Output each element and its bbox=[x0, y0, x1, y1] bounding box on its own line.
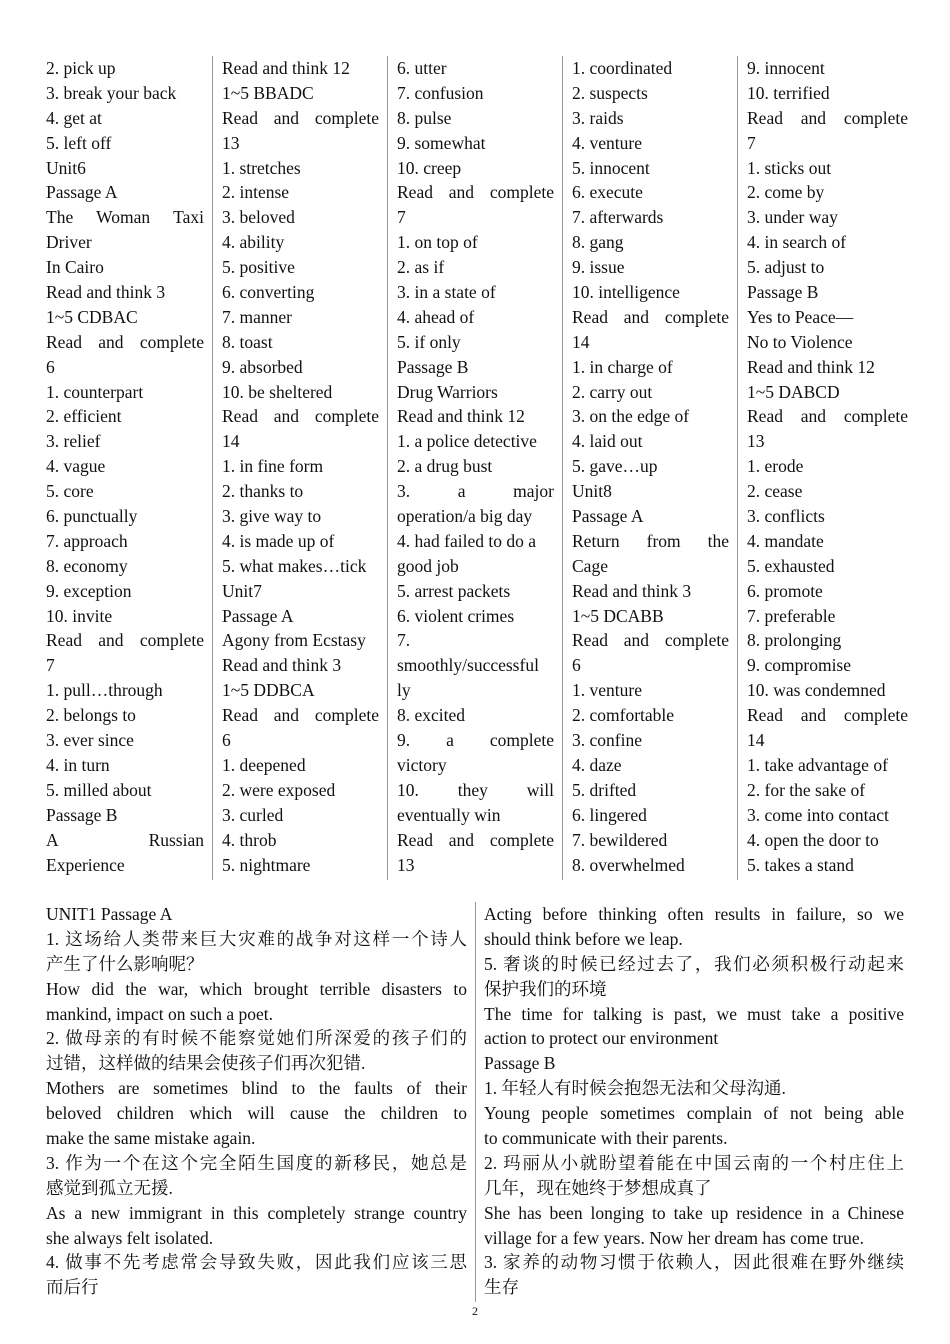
answer-line: 4. ability bbox=[222, 232, 285, 253]
answer-line: 2. efficient bbox=[46, 406, 122, 427]
answer-line: A Russian bbox=[46, 829, 204, 850]
answer-line: Passage B bbox=[46, 804, 118, 825]
answer-column-2 bbox=[212, 56, 387, 880]
answer-line: 2. come by bbox=[747, 182, 825, 203]
translation-column-left bbox=[37, 902, 475, 1302]
answer-line: Read and think 12 bbox=[222, 58, 350, 78]
translation-column-right bbox=[475, 902, 916, 1302]
answer-line: 2. pick up bbox=[46, 58, 116, 78]
answer-line: Read and complete bbox=[747, 406, 908, 427]
answer-line: 14 bbox=[747, 730, 765, 751]
answer-line: 3. relief bbox=[46, 431, 101, 452]
translation-line: Mothers are sometimes blind to the faults of their bbox=[46, 1078, 467, 1099]
answer-line: 7 bbox=[397, 207, 406, 228]
answer-line: 5. innocent bbox=[572, 157, 650, 178]
answer-line: Experience bbox=[46, 854, 125, 875]
answer-line: 7. confusion bbox=[397, 82, 484, 103]
answer-line: 13 bbox=[747, 431, 765, 452]
answer-line: 8. pulse bbox=[397, 107, 452, 128]
answer-line: Read and think 3 bbox=[46, 282, 166, 303]
answer-line: 10. they will bbox=[397, 779, 554, 800]
answer-line: 5. positive bbox=[222, 257, 295, 278]
answer-line: 1~5 BBADC bbox=[222, 82, 314, 103]
answer-line: Read and complete bbox=[397, 182, 554, 203]
translation-section bbox=[37, 902, 916, 1302]
translation-line: Acting before thinking often results in failure, so we bbox=[484, 904, 904, 924]
translation-line: How did the war, which brought terrible disasters to bbox=[46, 978, 467, 999]
answer-line: 4. daze bbox=[572, 754, 622, 775]
answer-line: 2. carry out bbox=[572, 381, 653, 402]
answer-line: 2. thanks to bbox=[222, 481, 304, 502]
answer-line: 1. a police detective bbox=[397, 431, 537, 452]
answer-line: 9. exception bbox=[46, 580, 132, 601]
translation-line: action to protect our environment bbox=[484, 1028, 719, 1049]
answer-line: 2. intense bbox=[222, 182, 290, 203]
translation-line: 1. 这场给人类带来巨大灾难的战争对这样一个诗人 bbox=[46, 928, 467, 949]
answer-line: 9. absorbed bbox=[222, 356, 303, 377]
answer-line: 3. give way to bbox=[222, 506, 322, 527]
answer-line: 5. takes a stand bbox=[747, 854, 854, 875]
answer-line: 3. raids bbox=[572, 107, 624, 128]
answer-line: Read and complete bbox=[46, 331, 204, 352]
answer-line: operation/a big day bbox=[397, 506, 533, 527]
answer-line: 1. on top of bbox=[397, 232, 478, 253]
answer-line: 13 bbox=[222, 132, 240, 153]
answer-line: Read and complete bbox=[572, 630, 729, 651]
answer-line: Read and complete bbox=[397, 829, 554, 850]
answer-line: 9. innocent bbox=[747, 58, 825, 78]
answer-line: Read and think 3 bbox=[572, 580, 692, 601]
answer-line: 3. conflicts bbox=[747, 506, 825, 527]
answer-line: 7 bbox=[747, 132, 756, 153]
answer-line: 1. take advantage of bbox=[747, 754, 888, 775]
answer-line: 13 bbox=[397, 854, 415, 875]
answer-line: Unit7 bbox=[222, 580, 262, 601]
answer-line: 8. toast bbox=[222, 331, 273, 352]
answer-line: 4. ahead of bbox=[397, 306, 475, 327]
answer-line: 5. if only bbox=[397, 331, 461, 352]
answer-line: Passage A bbox=[46, 182, 118, 203]
answer-line: 2. were exposed bbox=[222, 779, 336, 800]
answer-line: 10. creep bbox=[397, 157, 462, 178]
answer-line: Unit8 bbox=[572, 481, 612, 502]
answer-line: Unit6 bbox=[46, 157, 86, 178]
translation-line: Passage B bbox=[484, 1053, 556, 1074]
answer-line: 5. core bbox=[46, 481, 94, 502]
answer-line: 7. bbox=[397, 630, 411, 651]
translation-line: 生存 bbox=[484, 1277, 519, 1298]
answer-line: 3. a major bbox=[397, 481, 554, 502]
answer-line: 4. vague bbox=[46, 456, 106, 477]
answer-line: 4. laid out bbox=[572, 431, 643, 452]
answer-line: 6 bbox=[572, 655, 581, 676]
answer-column-4 bbox=[562, 56, 737, 880]
answer-line: Read and think 3 bbox=[222, 655, 342, 676]
answer-line: 1. sticks out bbox=[747, 157, 832, 178]
answer-line: Passage B bbox=[747, 282, 819, 303]
answer-line: 4. mandate bbox=[747, 530, 824, 551]
translation-line: village for a few years. Now her dream has come true. bbox=[484, 1227, 864, 1248]
answer-line: Read and complete bbox=[222, 705, 379, 726]
answer-line: Passage A bbox=[572, 506, 644, 527]
answer-line: Read and complete bbox=[747, 107, 908, 128]
answer-line: 2. a drug bust bbox=[397, 456, 493, 477]
answer-line: 14 bbox=[572, 331, 590, 352]
translation-line: should think before we leap. bbox=[484, 928, 683, 949]
answer-line: 1. in charge of bbox=[572, 356, 673, 377]
translation-line: she always felt isolated. bbox=[46, 1227, 214, 1248]
answer-line: 9. issue bbox=[572, 257, 625, 278]
answer-line: Read and complete bbox=[222, 107, 379, 128]
answer-line: 4. venture bbox=[572, 132, 642, 153]
answer-line: 3. curled bbox=[222, 804, 284, 825]
answer-line: 4. had failed to do a bbox=[397, 530, 536, 551]
answer-line: In Cairo bbox=[46, 257, 104, 278]
answer-line: 7. afterwards bbox=[572, 207, 664, 228]
answer-line: 5. milled about bbox=[46, 779, 152, 800]
translation-line: 保护我们的环境 bbox=[484, 978, 607, 999]
translation-line: 产生了什么影响呢？ bbox=[46, 953, 204, 974]
answer-line: Read and think 12 bbox=[747, 356, 875, 377]
answer-line: 3. confine bbox=[572, 730, 642, 751]
answer-line: 4. get at bbox=[46, 107, 102, 128]
answer-line: 6 bbox=[222, 730, 231, 751]
answer-line: 3. in a state of bbox=[397, 282, 496, 303]
translation-line: to communicate with their parents. bbox=[484, 1128, 728, 1149]
translation-line: 3. 作为一个在这个完全陌生国度的新移民，她总是 bbox=[46, 1152, 467, 1173]
answer-line: 9. compromise bbox=[747, 655, 852, 676]
answer-line: 4. is made up of bbox=[222, 530, 335, 551]
answer-line: 2. cease bbox=[747, 481, 803, 502]
translation-line: mankind, impact on such a poet. bbox=[46, 1003, 273, 1024]
answer-line: No to Violence bbox=[747, 331, 853, 352]
answer-line: 1. coordinated bbox=[572, 58, 673, 78]
answer-line: 7. bewildered bbox=[572, 829, 668, 850]
answer-line: Cage bbox=[572, 555, 608, 576]
answer-line: 4. throb bbox=[222, 829, 277, 850]
answer-line: 4. open the door to bbox=[747, 829, 879, 850]
answer-line: The Woman Taxi bbox=[46, 207, 204, 228]
answer-line: Read and think 12 bbox=[397, 406, 525, 427]
translation-line: 过错，这样做的结果会使孩子们再次犯错. bbox=[46, 1053, 366, 1074]
answer-column-3 bbox=[387, 56, 562, 880]
answer-line: 7. preferable bbox=[747, 605, 836, 626]
answer-line: 9. somewhat bbox=[397, 132, 486, 153]
answer-line: 5. left off bbox=[46, 132, 112, 153]
answer-line: 10. was condemned bbox=[747, 680, 886, 701]
answer-line: 1. stretches bbox=[222, 157, 301, 178]
answer-line: 1. venture bbox=[572, 680, 642, 701]
answer-line: 3. beloved bbox=[222, 207, 295, 228]
answer-line: 6. punctually bbox=[46, 506, 138, 527]
answer-line: 6. converting bbox=[222, 282, 315, 303]
translation-line: Young people sometimes complain of not being able bbox=[484, 1103, 904, 1124]
answer-line: Return from the bbox=[572, 530, 729, 551]
answer-line: Agony from Ecstasy bbox=[222, 630, 366, 651]
answer-line: Read and complete bbox=[222, 406, 379, 427]
answer-line: 6. lingered bbox=[572, 804, 647, 825]
answer-line: 7. manner bbox=[222, 306, 292, 327]
answer-line: 6. promote bbox=[747, 580, 823, 601]
answer-line: Drug Warriors bbox=[397, 381, 498, 402]
answer-line: Read and complete bbox=[572, 306, 729, 327]
answer-line: 6. utter bbox=[397, 58, 447, 78]
answer-line: 5. exhausted bbox=[747, 555, 835, 576]
answer-line: 4. in turn bbox=[46, 754, 110, 775]
answer-line: Read and complete bbox=[46, 630, 204, 651]
answer-line: 3. break your back bbox=[46, 82, 177, 103]
answer-column-5 bbox=[737, 56, 916, 880]
answer-line: 14 bbox=[222, 431, 240, 452]
answer-line: 3. on the edge of bbox=[572, 406, 690, 427]
answer-line: 1~5 DCABB bbox=[572, 605, 664, 626]
answer-line: 3. ever since bbox=[46, 730, 134, 751]
answer-line: 7. approach bbox=[46, 530, 128, 551]
answer-line: 2. suspects bbox=[572, 82, 648, 103]
answer-line: 1. pull…through bbox=[46, 680, 163, 701]
answer-line: 5. nightmare bbox=[222, 854, 311, 875]
answer-line: 3. under way bbox=[747, 207, 838, 228]
answer-line: 1~5 DABCD bbox=[747, 381, 840, 402]
translation-line: beloved children which will cause the children to bbox=[46, 1103, 467, 1124]
answer-line: victory bbox=[397, 754, 447, 775]
translation-line: 2. 做母亲的有时候不能察觉她们所深爱的孩子们的 bbox=[46, 1028, 467, 1049]
page-number: 2 bbox=[472, 1304, 478, 1318]
answer-line: Driver bbox=[46, 232, 92, 253]
answer-line: good job bbox=[397, 555, 459, 576]
answer-line: 10. invite bbox=[46, 605, 113, 626]
answer-line: ly bbox=[397, 680, 411, 701]
answer-line: 8. gang bbox=[572, 232, 624, 253]
answer-line: 1. in fine form bbox=[222, 456, 324, 477]
answer-line: Yes to Peace— bbox=[747, 306, 854, 327]
translation-line: UNIT1 Passage A bbox=[46, 904, 173, 924]
answer-line: 7 bbox=[46, 655, 55, 676]
answer-line: 1~5 DDBCA bbox=[222, 680, 315, 701]
answer-line: 1. counterpart bbox=[46, 381, 144, 402]
answer-key-columns bbox=[37, 56, 916, 880]
translation-line: She has been longing to take up residence in a Chinese bbox=[484, 1202, 904, 1223]
translation-line: make the same mistake again. bbox=[46, 1128, 256, 1149]
answer-line: 1. erode bbox=[747, 456, 804, 477]
translation-line: 2. 玛丽从小就盼望着能在中国云南的一个村庄住上 bbox=[484, 1152, 904, 1173]
answer-line: smoothly/successful bbox=[397, 655, 539, 676]
translation-line: 3. 家养的动物习惯于依赖人，因此很难在野外继续 bbox=[484, 1252, 904, 1273]
answer-line: 5. adjust to bbox=[747, 257, 825, 278]
answer-line: 10. intelligence bbox=[572, 282, 680, 303]
answer-line: 1~5 CDBAC bbox=[46, 306, 138, 327]
answer-line: Passage A bbox=[222, 605, 294, 626]
answer-line: Passage B bbox=[397, 356, 469, 377]
answer-line: 9. a complete bbox=[397, 730, 554, 751]
answer-line: 2. for the sake of bbox=[747, 779, 866, 800]
answer-line: 8. overwhelmed bbox=[572, 854, 685, 875]
answer-line: 8. economy bbox=[46, 555, 128, 576]
answer-line: 6. execute bbox=[572, 182, 643, 203]
translation-line: 4. 做事不先考虑常会导致失败，因此我们应该三思 bbox=[46, 1252, 467, 1273]
answer-line: 3. come into contact bbox=[747, 804, 889, 825]
translation-line: 1. 年轻人有时候会抱怨无法和父母沟通. bbox=[484, 1078, 786, 1099]
translation-line: As a new immigrant in this completely strange country bbox=[46, 1202, 467, 1223]
answer-line: 5. gave…up bbox=[572, 456, 658, 477]
answer-line: 6 bbox=[46, 356, 55, 377]
answer-line: 8. excited bbox=[397, 705, 466, 726]
answer-line: 6. violent crimes bbox=[397, 605, 515, 626]
translation-line: The time for talking is past, we must take a positive bbox=[484, 1003, 904, 1024]
answer-line: eventually win bbox=[397, 804, 501, 825]
translation-line: 而后行 bbox=[46, 1277, 99, 1298]
answer-line: 8. prolonging bbox=[747, 630, 842, 651]
translation-line: 感觉到孤立无援. bbox=[46, 1177, 173, 1198]
answer-line: 2. comfortable bbox=[572, 705, 675, 726]
answer-line: 10. terrified bbox=[747, 82, 830, 103]
answer-line: 10. be sheltered bbox=[222, 381, 333, 402]
answer-line: 5. drifted bbox=[572, 779, 637, 800]
answer-line: 4. in search of bbox=[747, 232, 847, 253]
answer-line: 1. deepened bbox=[222, 754, 306, 775]
translation-line: 几年，现在她终于梦想成真了 bbox=[484, 1177, 712, 1198]
answer-line: 2. belongs to bbox=[46, 705, 136, 726]
answer-line: 5. what makes…tick bbox=[222, 555, 367, 576]
answer-line: Read and complete bbox=[747, 705, 908, 726]
answer-column-1 bbox=[37, 56, 212, 880]
answer-line: 5. arrest packets bbox=[397, 580, 511, 601]
answer-line: 2. as if bbox=[397, 257, 445, 278]
translation-line: 5. 奢谈的时候已经过去了，我们必须积极行动起来 bbox=[484, 953, 904, 974]
